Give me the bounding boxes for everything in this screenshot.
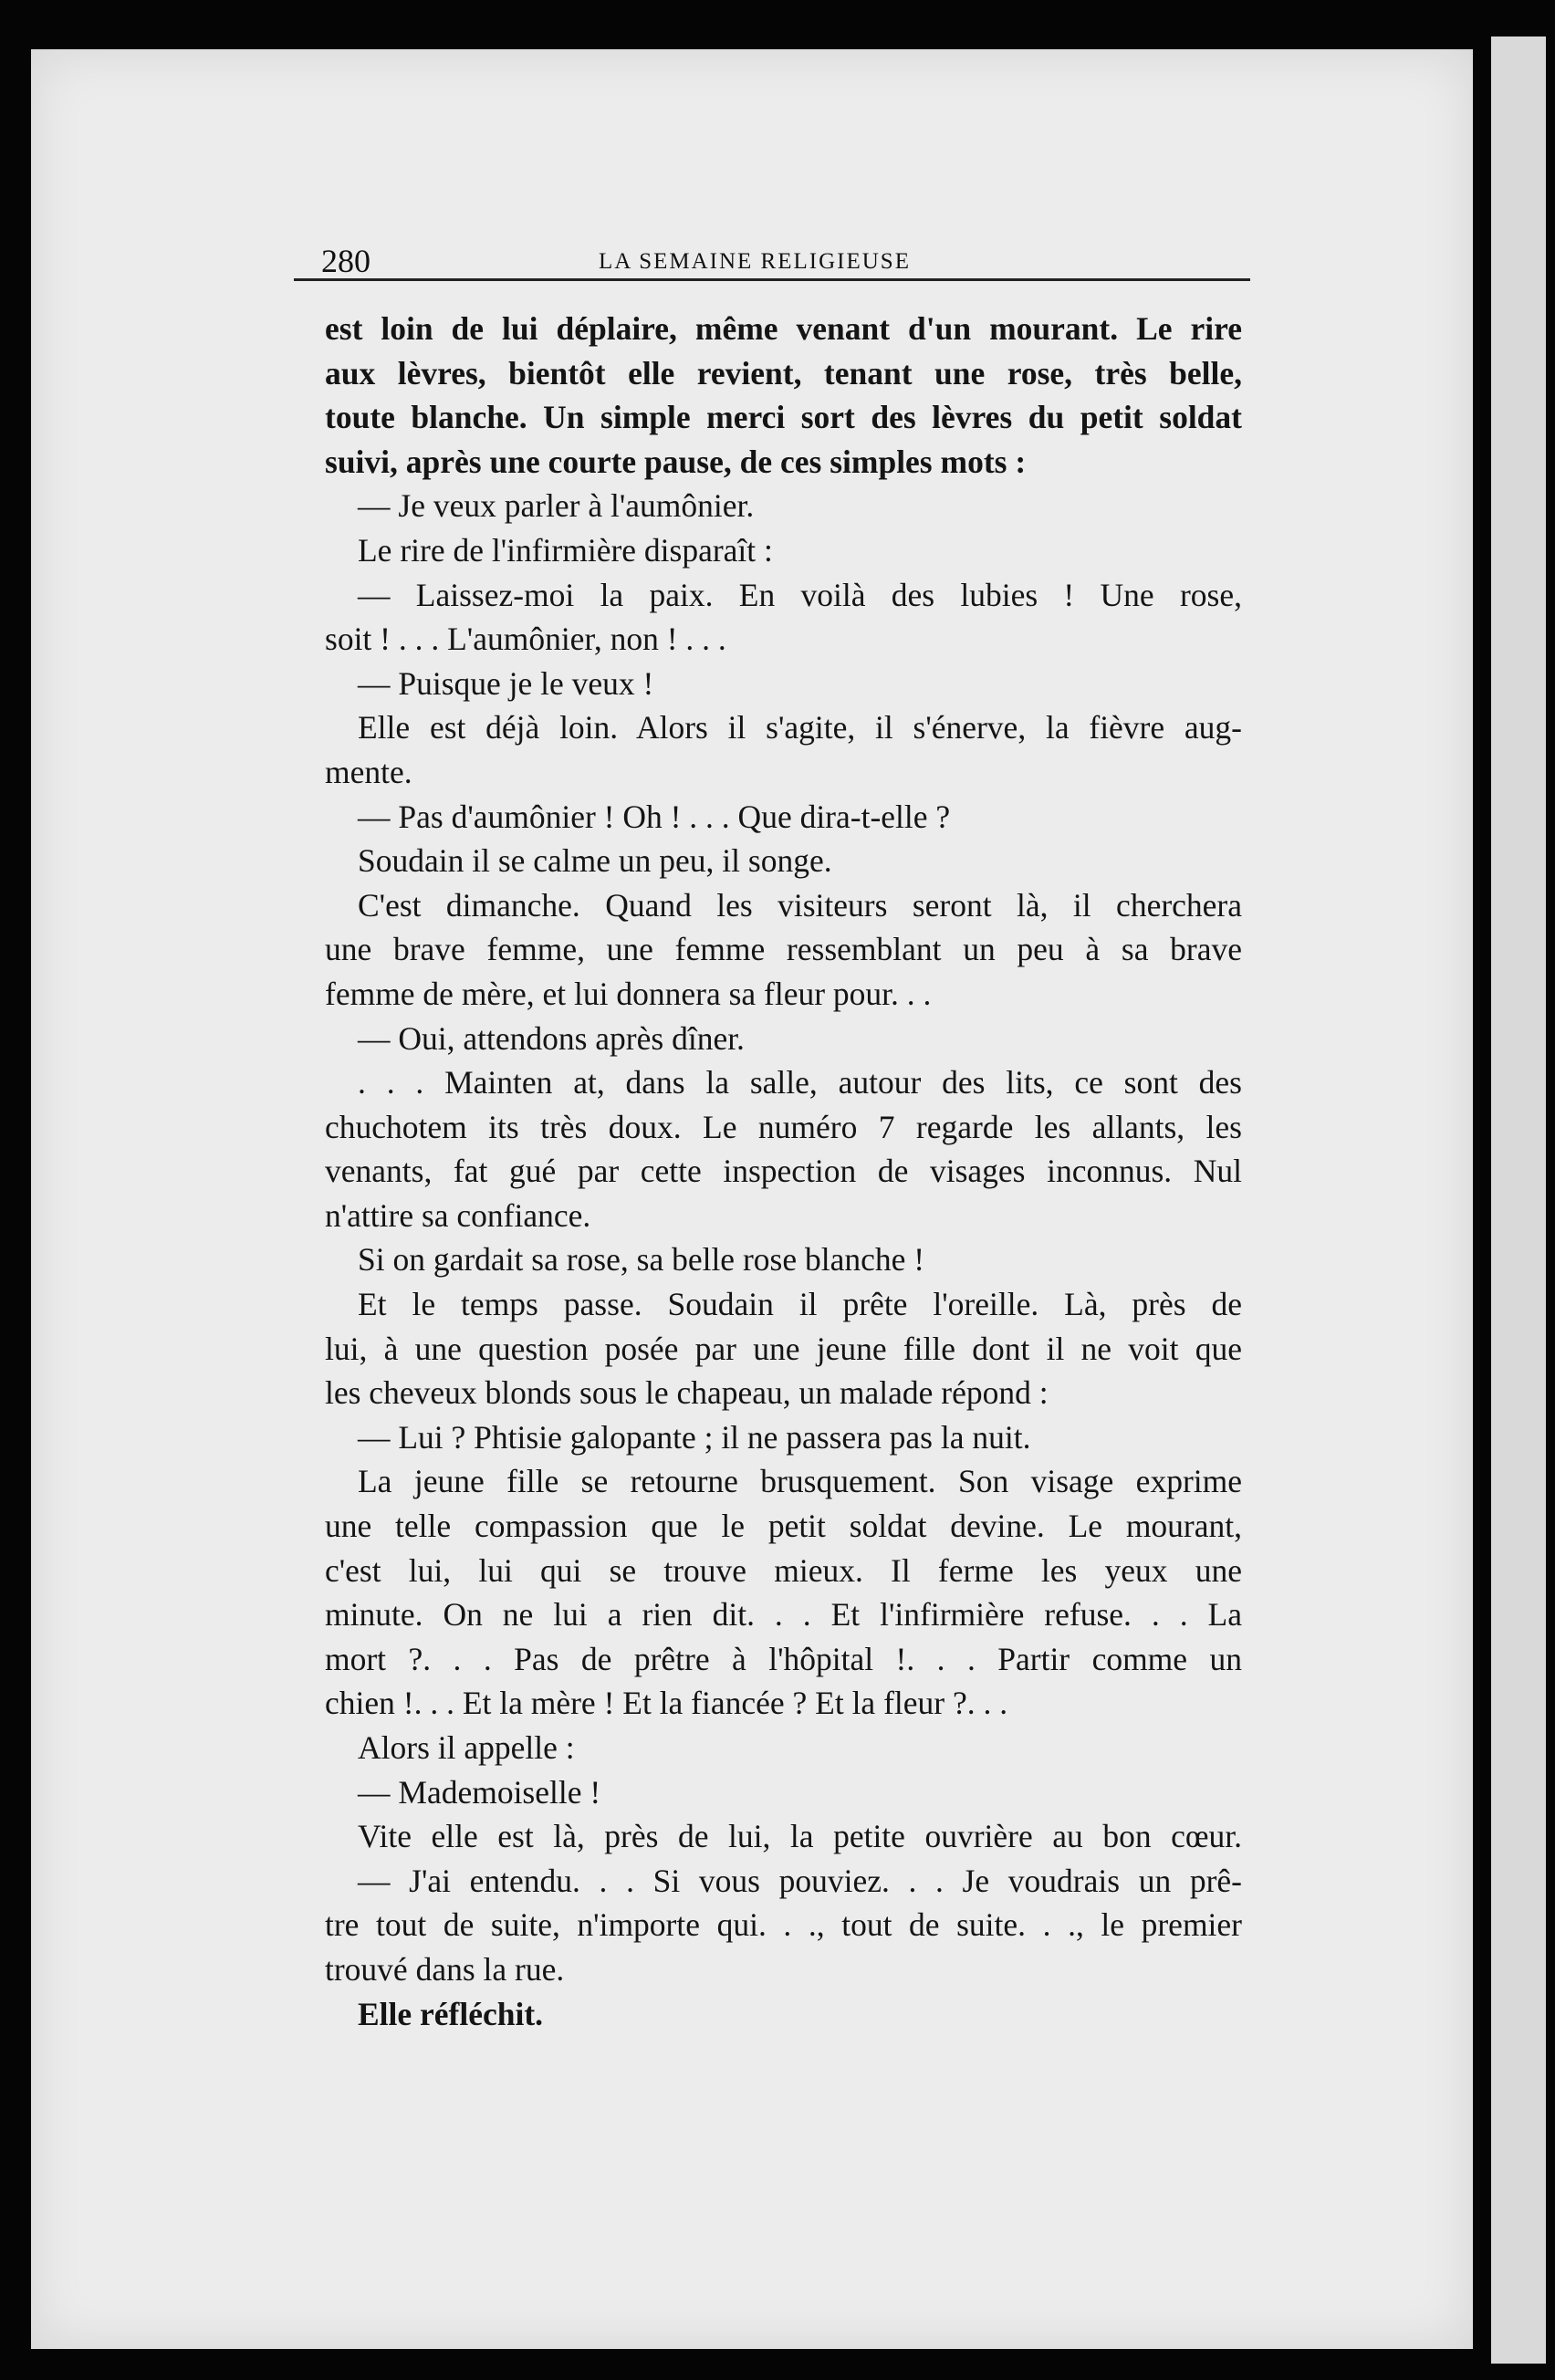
text-line: Elle réfléchit. [358,1995,544,2032]
adjacent-page-edge [1491,37,1546,2364]
text-line: toute blanche. Un simple merci sort des lèvres du petit soldat [325,399,1242,436]
text-line: les cheveux blonds sous le chapeau, un malade répond : [325,1374,1049,1412]
text-line: minute. On ne lui a rien dit. . . Et l'infirmière refuse. . . La [325,1596,1242,1634]
text-line: — J'ai entendu. . . Si vous pouviez. . . Je voudrais un prê- [358,1862,1242,1899]
text-line: — Pas d'aumônier ! Oh ! . . . Que dira-t-elle ? [358,798,951,835]
text-line: chien !. . . Et la mère ! Et la fiancée ? Et la fleur ?. . . [325,1685,1008,1722]
text-line: Et le temps passe. Soudain il prête l'oreille. Là, près de [358,1286,1242,1323]
text-line: Si on gardait sa rose, sa belle rose blanche ! [358,1241,925,1279]
page-header [294,233,1250,281]
body-text [325,307,1242,2036]
text-line: Soudain il se calme un peu, il songe. [358,842,832,880]
text-line: mente. [325,753,412,790]
text-line: une brave femme, une femme ressemblant un peu à sa brave [325,931,1242,968]
text-line: tre tout de suite, n'importe qui. . ., tout de suite. . ., le premier [325,1906,1242,1944]
text-line: — Puisque je le veux ! [358,664,654,702]
text-line: aux lèvres, bientôt elle revient, tenant une rose, très belle, [325,354,1242,391]
text-line: femme de mère, et lui donnera sa fleur pour. . . [325,975,932,1012]
text-line: chuchotem its très doux. Le numéro 7 regarde les allants, les [325,1108,1242,1145]
text-line: soit ! . . . L'aumônier, non ! . . . [325,621,726,658]
text-line: . . . Mainten at, dans la salle, autour des lits, ce sont des [358,1064,1242,1101]
text-line: suivi, après une courte pause, de ces simples mots : [325,443,1027,480]
text-line: — Laissez-moi la paix. En voilà des lubies ! Une rose, [358,576,1242,613]
text-line: Vite elle est là, près de lui, la petite ouvrière au bon cœur. [358,1818,1242,1855]
text-line: venants, fat gué par cette inspection de visages inconnus. Nul [325,1153,1242,1190]
page-number: 280 [321,243,370,279]
text-line: — Mademoiselle ! [358,1773,601,1811]
text-line: Alors il appelle : [358,1729,575,1766]
text-line: lui, à une question posée par une jeune fille dont il ne voit que [325,1330,1242,1367]
text-line: trouvé dans la rue. [325,1950,565,1988]
text-line: est loin de lui déplaire, même venant d'un mourant. Le rire [325,310,1242,347]
text-line: C'est dimanche. Quand les visiteurs seront là, il cherchera [358,886,1242,924]
running-head: LA SEMAINE RELIGIEUSE [599,249,911,274]
text-line: n'attire sa confiance. [325,1196,591,1234]
text-line: Elle est déjà loin. Alors il s'agite, il s'énerve, la fièvre aug- [358,709,1242,746]
text-line: — Lui ? Phtisie galopante ; il ne passera pas la nuit. [358,1418,1031,1456]
text-line: mort ?. . . Pas de prêtre à l'hôpital !. . . Partir comme un [325,1640,1242,1677]
text-line: Le rire de l'infirmière disparaît : [358,531,773,569]
text-line: — Oui, attendons après dîner. [358,1019,745,1057]
text-line: c'est lui, lui qui se trouve mieux. Il ferme les yeux une [325,1551,1242,1589]
text-line: La jeune fille se retourne brusquement. Son visage exprime [358,1463,1242,1500]
text-line: — Je veux parler à l'aumônier. [358,487,755,525]
text-line: une telle compassion que le petit soldat devine. Le mourant, [325,1508,1242,1545]
